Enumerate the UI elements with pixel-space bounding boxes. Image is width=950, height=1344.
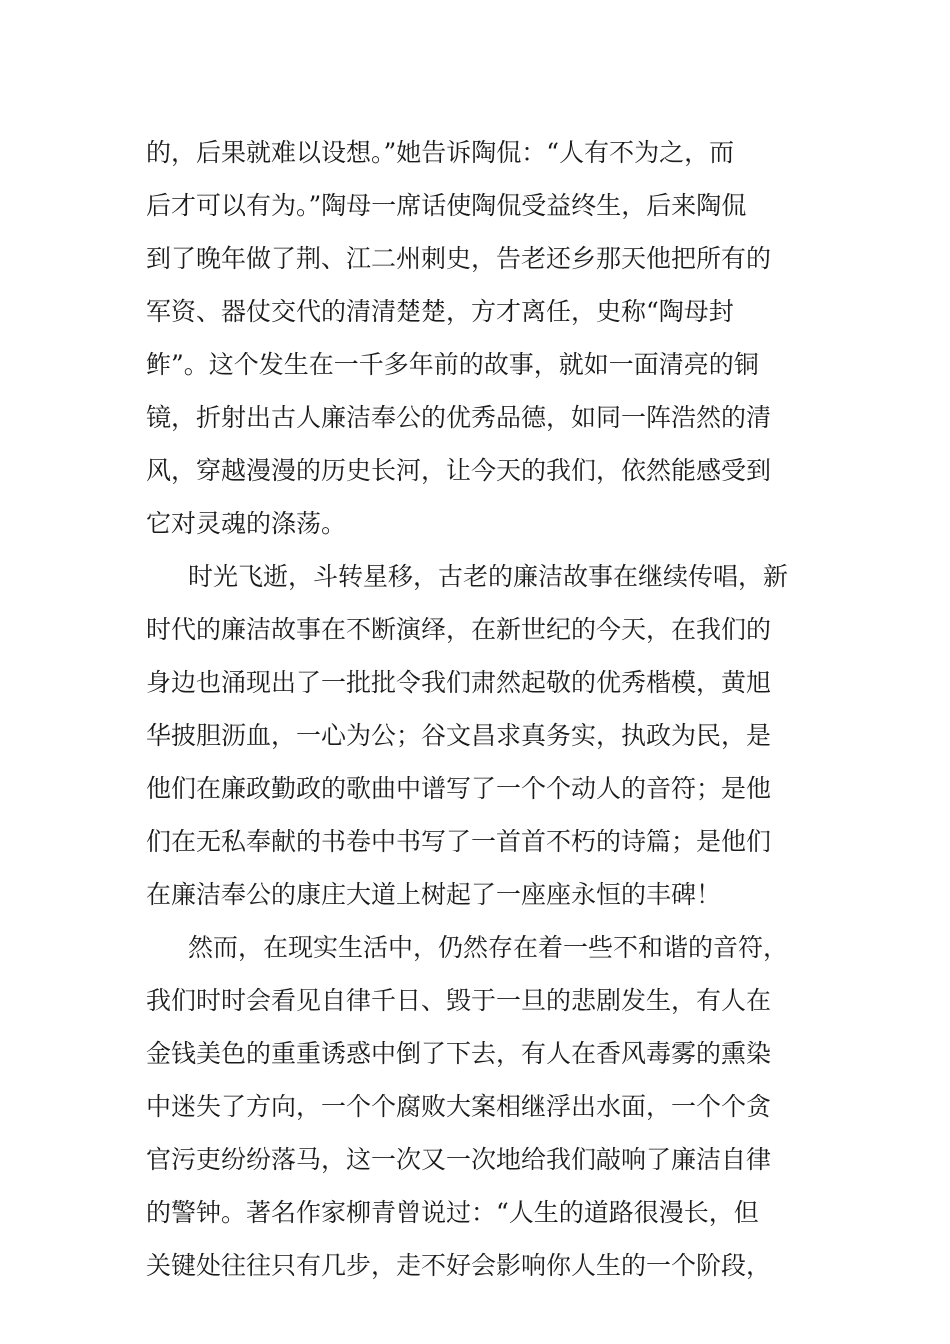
text-line: 们在无私奉献的书卷中书写了一首首不朽的诗篇；是他们 bbox=[146, 827, 772, 856]
text-line: 后才可以有为。”陶母一席话使陶侃受益终生，后来陶侃 bbox=[146, 191, 747, 220]
paragraph-3 bbox=[146, 921, 810, 1292]
text-line: 我们时时会看见自律千日、毁于一旦的悲剧发生，有人在 bbox=[146, 986, 772, 1015]
text-line: 身边也涌现出了一批批令我们肃然起敬的优秀楷模，黄旭 bbox=[146, 668, 772, 697]
text-line: 华披胆沥血，一心为公；谷文昌求真务实，执政为民，是 bbox=[146, 721, 772, 750]
text-line: 关键处往往只有几步，走不好会影响你人生的一个阶段， bbox=[146, 1251, 772, 1280]
text-line: 风，穿越漫漫的历史长河，让今天的我们，依然能感受到 bbox=[146, 456, 772, 485]
document-body bbox=[146, 126, 810, 1292]
paragraph-2 bbox=[146, 550, 810, 921]
paragraph-1 bbox=[146, 126, 810, 550]
text-line: 的警钟。著名作家柳青曾说过：“人生的道路很漫长，但 bbox=[146, 1198, 759, 1227]
text-line: 在廉洁奉公的康庄大道上树起了一座座永恒的丰碑！ bbox=[146, 880, 722, 909]
text-line: 他们在廉政勤政的歌曲中谱写了一个个动人的音符；是他 bbox=[146, 774, 772, 803]
text-line: 军资、器仗交代的清清楚楚，方才离任，史称“陶母封 bbox=[146, 297, 734, 326]
text-line: 的，后果就难以设想。”她告诉陶侃：“人有不为之，而 bbox=[146, 138, 735, 167]
text-line: 官污吏纷纷落马，这一次又一次地给我们敲响了廉洁自律 bbox=[146, 1145, 772, 1174]
text-line: 鲊”。这个发生在一千多年前的故事，就如一面清亮的铜 bbox=[146, 350, 759, 379]
text-line: 时代的廉洁故事在不断演绎，在新世纪的今天，在我们的 bbox=[146, 615, 772, 644]
text-line: 然而，在现实生活中，仍然存在着一些不和谐的音符， bbox=[188, 933, 789, 962]
text-line: 中迷失了方向，一个个腐败大案相继浮出水面，一个个贪 bbox=[146, 1092, 772, 1121]
text-line: 金钱美色的重重诱惑中倒了下去，有人在香风毒雾的熏染 bbox=[146, 1039, 772, 1068]
text-line: 到了晚年做了荆、江二州刺史，告老还乡那天他把所有的 bbox=[146, 244, 772, 273]
text-line: 时光飞逝，斗转星移，古老的廉洁故事在继续传唱，新 bbox=[188, 562, 789, 591]
text-line: 镜，折射出古人廉洁奉公的优秀品德，如同一阵浩然的清 bbox=[146, 403, 772, 432]
text-line: 它对灵魂的涤荡。 bbox=[146, 509, 347, 538]
